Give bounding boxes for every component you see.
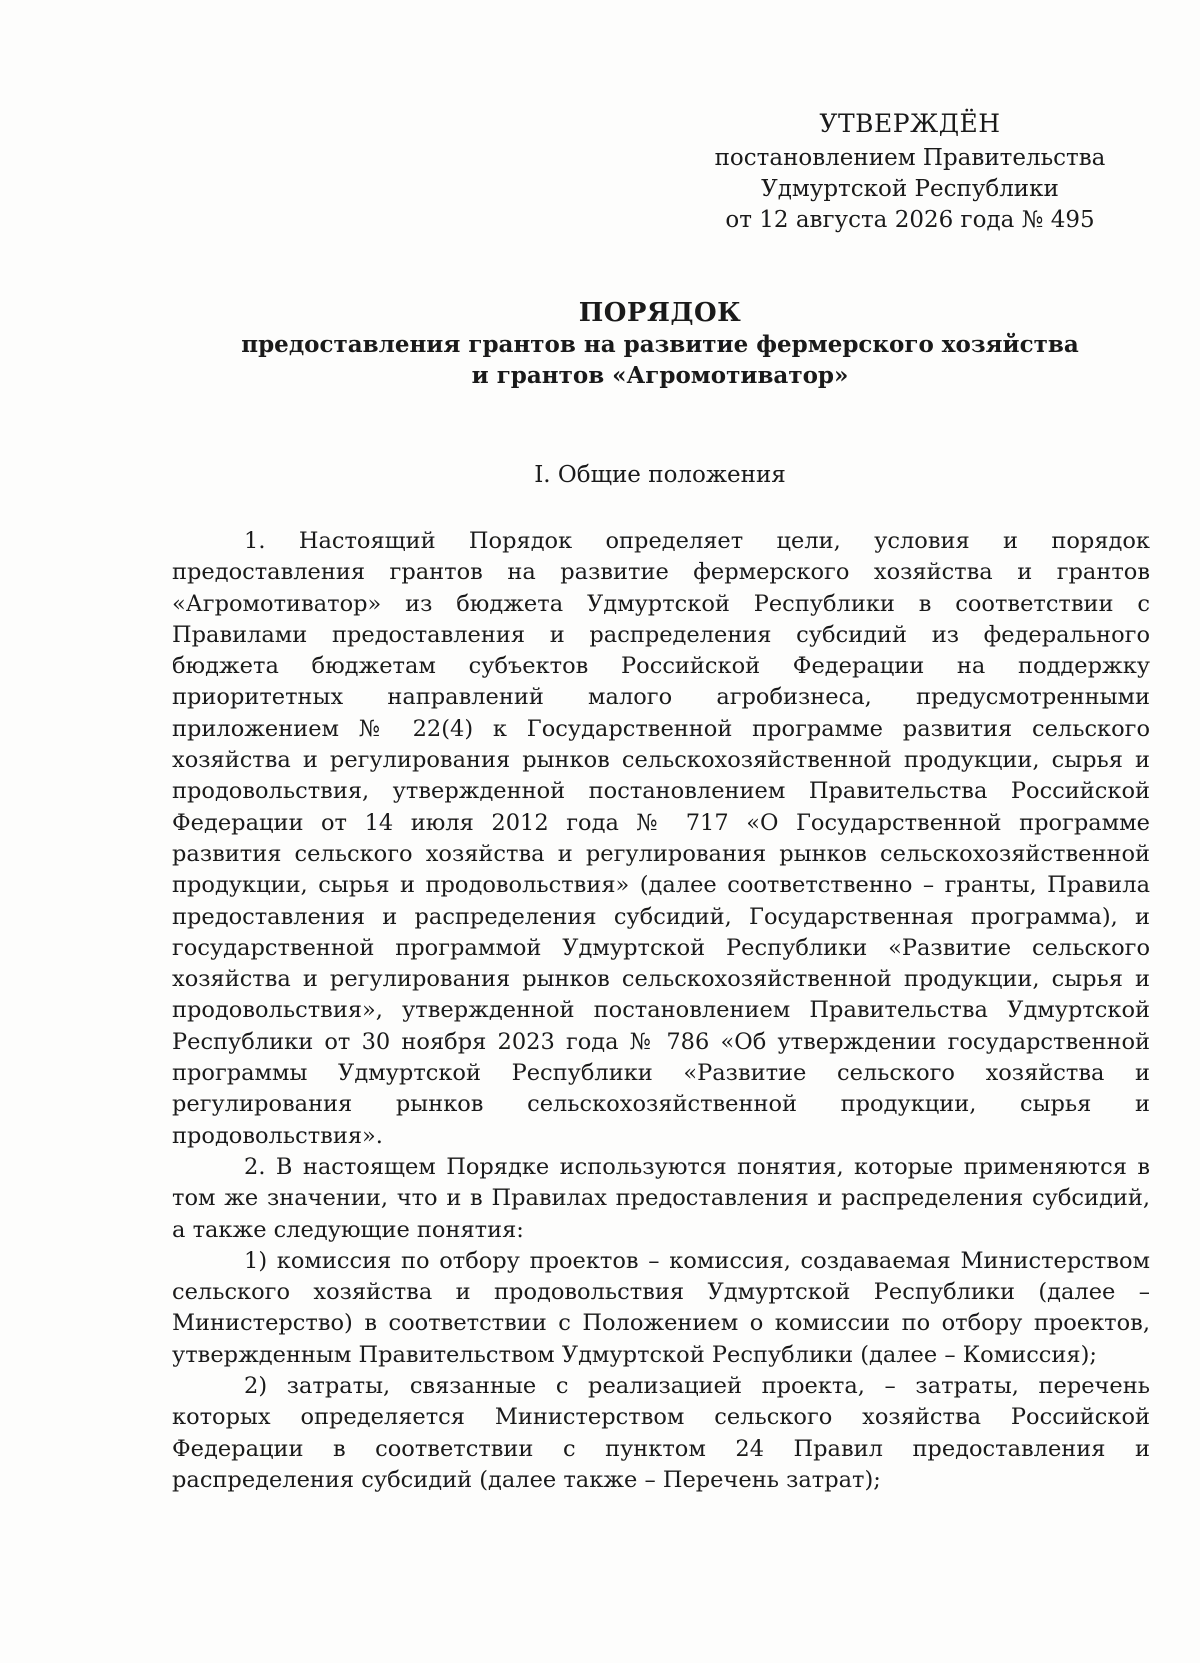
approval-line: от 12 августа 2026 года № 495	[725, 207, 1095, 233]
approval-line: постановлением Правительства	[714, 145, 1106, 171]
approval-line: Удмуртской Республики	[761, 176, 1059, 202]
document-body	[172, 526, 1150, 1496]
paragraph: 2. В настоящем Порядке используются понятия, которые применяются в том же значении, что и в Правилах предоставления и распределения субсидий, а также следующие понятия:	[172, 1153, 1150, 1243]
document-subtitle: предоставления грантов на развитие фермерского хозяйства	[241, 331, 1079, 358]
document-subtitle: и грантов «Агромотиватор»	[471, 362, 849, 389]
document-title: ПОРЯДОК	[578, 298, 742, 328]
paragraph: 1) комиссия по отбору проектов – комиссия, создаваемая Министерством сельского хозяйства и продовольствия Удмуртской Республики (далее – Министерство) в соответствии с Положением о комиссии по отбору проектов, утвержденным Правительством Удмуртской Республики (далее – Комиссия);	[172, 1247, 1150, 1368]
paragraph: 1. Настоящий Порядок определяет цели, условия и порядок предоставления грантов на развитие фермерского хозяйства и грантов «Агромотиватор» из бюджета Удмуртской Республики в соответствии с Правилами предоставления и распределения субсидий из федерального бюджета бюджетам субъектов Российской Федерации на поддержку приоритетных направлений малого агробизнеса, предусмотренными приложением № 22(4) к Государственной программе развития сельского хозяйства и регулирования рынков сельскохозяйственной продукции, сырья и продовольствия, утвержденной постановлением Правительства Российской Федерации от 14 июля 2012 года № 717 «О Государственной программе развития сельского хозяйства и регулирования рынков сельскохозяйственной продукции, сырья и продовольствия» (далее соответственно – гранты, Правила предоставления и распределения субсидий, Государственная программа), и государственной программой Удмуртской Республики «Развитие сельского хозяйства и регулирования рынков сельскохозяйственной продукции, сырья и продовольствия», утвержденной постановлением Правительства Удмуртской Республики от 30 ноября 2023 года № 786 «Об утверждении государственной программы Удмуртской Республики «Развитие сельского хозяйства и регулирования рынков сельскохозяйственной продукции, сырья и продовольствия».	[172, 528, 1150, 1149]
approval-title: УТВЕРЖДЁН	[819, 109, 1001, 138]
section-heading: I. Общие положения	[534, 462, 786, 488]
document-title-block	[160, 298, 1160, 391]
paragraph: 2) затраты, связанные с реализацией проекта, – затраты, перечень которых определяется Министерством сельского хозяйства Российской Федерации в соответствии с пунктом 24 Правил предоставления и распределения субсидий (далее также – Перечень затрат);	[172, 1373, 1150, 1493]
approval-stamp	[700, 108, 1120, 236]
